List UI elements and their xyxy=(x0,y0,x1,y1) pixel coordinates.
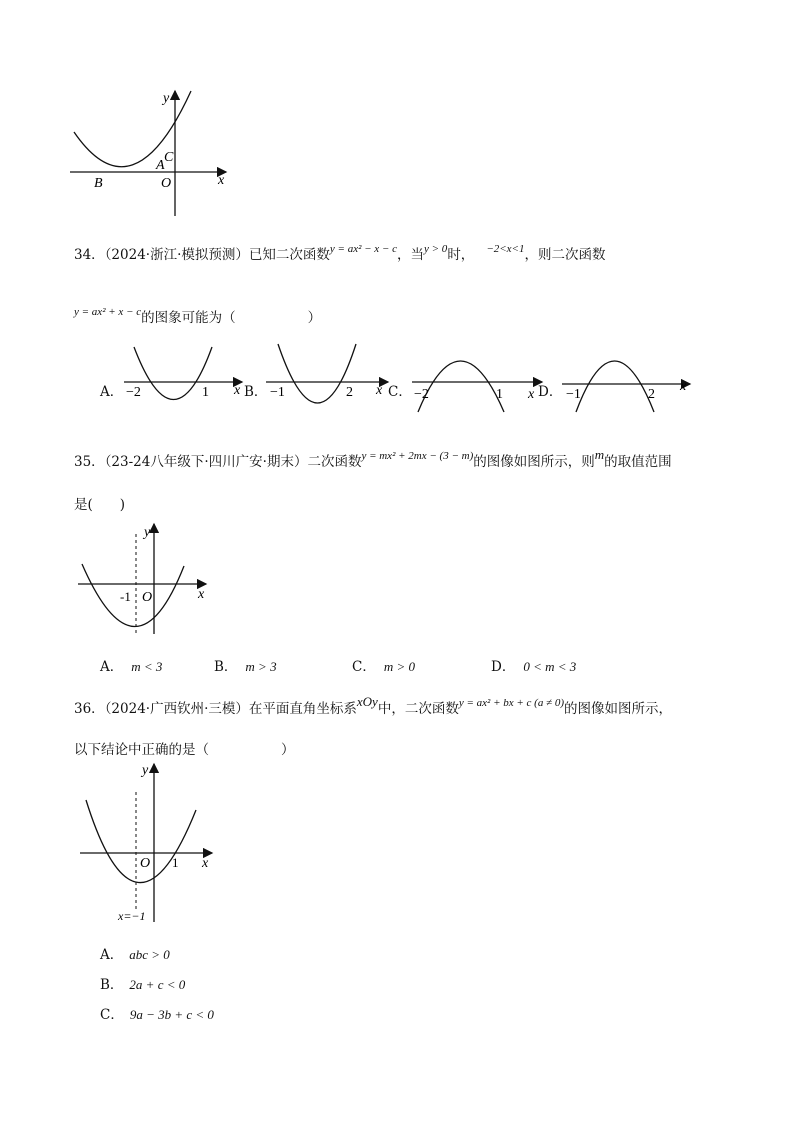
q34-option-d-graph xyxy=(556,340,696,420)
x-label: x xyxy=(198,587,205,602)
option-expr: 0 < m < 3 xyxy=(523,659,577,674)
root-left: −1 xyxy=(270,385,285,400)
option-expr: 2a + c < 0 xyxy=(129,977,186,992)
option-expr: m < 3 xyxy=(131,659,163,674)
q35-option-b xyxy=(214,655,277,675)
option-label: A． xyxy=(100,947,124,963)
option-expr: abc > 0 xyxy=(129,947,170,962)
q34-close: ） xyxy=(307,310,322,326)
one-label: 1 xyxy=(172,855,179,870)
q36-mid: 中，二次函数 xyxy=(377,701,459,717)
q36-source: （2024·广西钦州·三模）在平面直角坐标系 xyxy=(104,701,357,717)
origin-label: O xyxy=(142,590,153,605)
origin-label: O xyxy=(161,176,172,191)
q35-tail: 的取值范围 xyxy=(604,454,672,470)
option-label: C． xyxy=(100,1007,124,1023)
q36-line2 xyxy=(74,738,295,758)
root-right: 1 xyxy=(496,387,503,402)
q34-mid2: 时， xyxy=(447,247,475,263)
figure-q35-parabola xyxy=(74,520,224,640)
q36-close: ） xyxy=(281,742,295,758)
q34-mid1: ，当 xyxy=(397,247,424,263)
option-label: C． xyxy=(352,659,376,675)
q36-line2-text: 以下结论中正确的是（ xyxy=(74,742,209,758)
parabola-curve xyxy=(82,564,184,627)
x-label: x xyxy=(680,379,687,394)
parabola-curve xyxy=(278,344,356,403)
parabola-curve xyxy=(576,361,654,412)
q34-line1 xyxy=(74,243,605,263)
root-right: 2 xyxy=(648,387,655,402)
q34-func2: y = ax² + x − c xyxy=(74,306,142,318)
q35-line2: 是( ) xyxy=(74,497,126,513)
q35-line1 xyxy=(74,447,672,470)
option-expr: 9a − 3b + c < 0 xyxy=(129,1007,214,1022)
option-label: B． xyxy=(214,659,238,675)
figure-q33-parabola xyxy=(70,88,230,228)
root-right: 1 xyxy=(202,385,209,400)
y-label: y xyxy=(144,525,151,540)
q36-option-c xyxy=(100,1003,214,1023)
q35-number: 35． xyxy=(74,454,105,470)
root-left: −2 xyxy=(126,385,141,400)
q35-option-d xyxy=(491,655,576,675)
x-label: x xyxy=(202,856,209,871)
point-b-label: B xyxy=(94,176,103,191)
q35-mid: 的图像如图所示，则 xyxy=(473,454,595,470)
q34-func1: y = ax² − x − c xyxy=(329,243,397,255)
x-label: x xyxy=(218,173,225,188)
q34-range: −2<x<1 xyxy=(486,243,525,255)
option-label: A． xyxy=(100,659,124,675)
origin-label: O xyxy=(140,856,151,871)
point-c-label: C xyxy=(164,150,174,165)
q36-option-a xyxy=(100,943,170,963)
q36-option-b xyxy=(100,973,185,993)
root-left: −2 xyxy=(414,387,429,402)
parabola-curve xyxy=(418,361,504,412)
q35-option-c xyxy=(352,655,415,675)
q35-source: （23-24八年级下·四川广安·期末）二次函数 xyxy=(104,454,362,470)
q35-option-a xyxy=(100,655,162,675)
q34-option-a-graph xyxy=(118,342,248,422)
parabola-curve xyxy=(74,91,191,167)
q34-mid3: ，则二次函数 xyxy=(524,247,606,263)
x-label: x xyxy=(376,383,383,398)
q36-plane: xOy xyxy=(356,694,378,709)
y-label: y xyxy=(163,91,170,106)
q36-number: 36． xyxy=(74,701,105,717)
option-expr: m > 0 xyxy=(383,659,416,674)
q34-cond: y > 0 xyxy=(424,243,448,255)
x-label: x xyxy=(528,387,535,402)
q34-option-c-graph xyxy=(408,340,548,420)
figure-q36-parabola xyxy=(76,760,226,930)
q35-func: y = mx² + 2mx − (3 − m) xyxy=(361,450,474,462)
q34-option-b-label: B． xyxy=(244,384,268,400)
point-a-label: A xyxy=(156,158,165,173)
q34-option-b-graph xyxy=(262,342,392,422)
q35-var: m xyxy=(594,447,605,462)
q34-line2 xyxy=(74,306,321,326)
q34-source: （2024·浙江·模拟预测）已知二次函数 xyxy=(104,247,330,263)
option-label: B． xyxy=(100,977,124,993)
q36-func: y = ax² + bx + c (a ≠ 0) xyxy=(458,697,565,709)
neg-one-label: -1 xyxy=(120,589,131,604)
q34-number: 34． xyxy=(74,247,105,263)
q36-line1 xyxy=(74,694,673,717)
symmetry-axis-label: x=−1 xyxy=(118,909,146,923)
y-label: y xyxy=(142,763,149,778)
q34-option-d-label: D． xyxy=(538,384,563,400)
root-left: −1 xyxy=(566,387,581,402)
option-expr: m > 3 xyxy=(245,659,277,674)
option-label: D． xyxy=(491,659,516,675)
q34-option-a-label: A． xyxy=(100,384,124,400)
x-label: x xyxy=(234,383,241,398)
q34-option-c-label: C． xyxy=(388,384,412,400)
parabola-curve xyxy=(134,347,212,400)
q34-tail: 的图象可能为（ xyxy=(141,310,236,326)
root-right: 2 xyxy=(346,385,353,400)
q36-tail: 的图像如图所示， xyxy=(564,701,673,717)
